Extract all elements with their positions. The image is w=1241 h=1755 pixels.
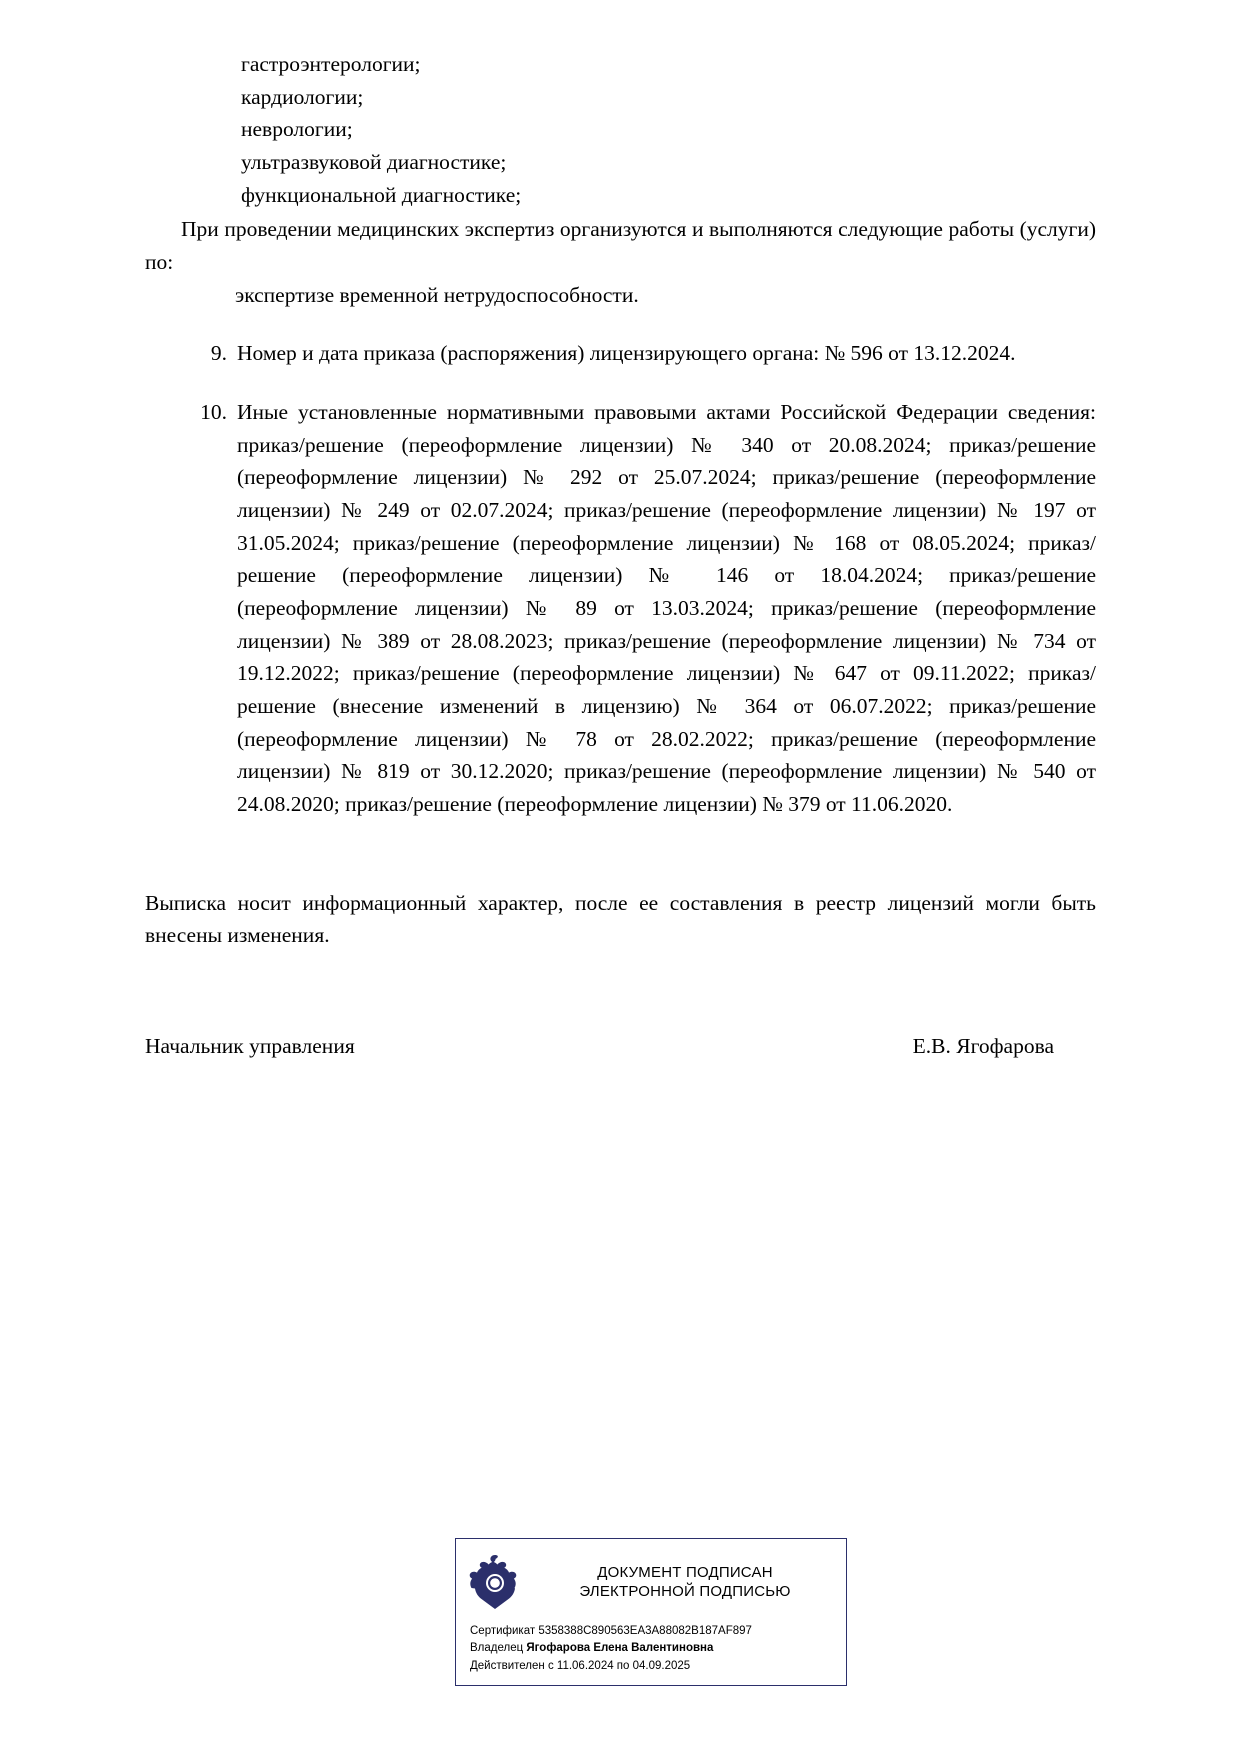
stamp-certificate-label: Сертификат [470, 1625, 536, 1637]
electronic-signature-stamp [455, 1538, 847, 1686]
coat-of-arms-icon [466, 1551, 524, 1613]
list-item: функциональной диагностике; [241, 182, 522, 207]
stamp-title-line2: ЭЛЕКТРОННОЙ ПОДПИСЬЮ [579, 1583, 791, 1600]
stamp-header [466, 1551, 836, 1613]
stamp-certificate-value: 5358388C890563EA3A88082B187AF897 [538, 1625, 752, 1637]
stamp-owner-value: Ягофарова Елена Валентиновна [526, 1642, 714, 1655]
stamp-details [466, 1623, 836, 1675]
clause-9 [191, 337, 1096, 370]
expertise-item: экспертизе временной нетрудоспособности. [235, 282, 639, 307]
informational-notice: Выписка носит информационный характер, после ее составления в реестр лицензий могли быть внесены изменения. [145, 890, 1096, 948]
clause-9-number: 9. [210, 341, 227, 366]
stamp-title [534, 1563, 836, 1602]
list-item: гастроэнтерологии; [241, 52, 421, 76]
list-item: неврологии; [241, 117, 353, 142]
signer-position: Начальник управления [145, 1034, 355, 1059]
list-item: кардиологии; [241, 84, 364, 109]
clause-10-text: Иные установленные нормативными правовыми актами Российской Федерации сведения: приказ/решение (переоформление лицензии) № 340 от 20.08.2024; приказ/решение (переоформление лицензии) № 292 от 25.07.2024; приказ/решение (переоформление лицензии) № 249 от 02.07.2024; приказ/решение (переоформление лицензии) № 197 от 31.05.2024; приказ/решение (переоформление лицензии) № 168 от 08.05.2024; приказ/решение (переоформление лицензии) № 146 от 18.04.2024; приказ/решение (переоформление лицензии) № 89 от 13.03.2024; приказ/решение (переоформление лицензии) № 389 от 28.08.2023; приказ/решение (переоформление лицензии) № 734 от 19.12.2022; приказ/решение (переоформление лицензии) № 647 от 09.11.2022; приказ/решение (внесение изменений в лицензию) № 364 от 06.07.2022; приказ/решение (переоформление лицензии) № 78 от 28.02.2022; приказ/решение (переоформление лицензии) № 819 от 30.12.2020; приказ/решение (переоформление лицензии) № 540 от 24.08.2020; приказ/решение (переоформление лицензии) № 379 от 11.06.2020. [237, 400, 1096, 817]
expertise-intro-paragraph: При проведении медицинских экспертиз организуются и выполняются следующие работы (услуги) по: [145, 217, 1096, 275]
specialties-list [241, 48, 1096, 211]
stamp-certificate-row [470, 1623, 836, 1640]
stamp-validity: Действителен с 11.06.2024 по 04.09.2025 [470, 1659, 691, 1672]
clause-10-number: 10. [200, 400, 227, 425]
clause-9-text: Номер и дата приказа (распоряжения) лицензирующего органа: № 596 от 13.12.2024. [237, 341, 1016, 366]
stamp-title-line1: ДОКУМЕНТ ПОДПИСАН [597, 1563, 773, 1581]
document-body [145, 48, 1096, 1063]
clause-10 [185, 396, 1096, 821]
signer-name: Е.В. Ягофарова [912, 1034, 1054, 1059]
stamp-owner-label: Владелец [470, 1642, 524, 1655]
signature-block [145, 1030, 1096, 1063]
list-item: ультразвуковой диагностике; [241, 150, 507, 175]
stamp-owner-row [470, 1640, 836, 1657]
